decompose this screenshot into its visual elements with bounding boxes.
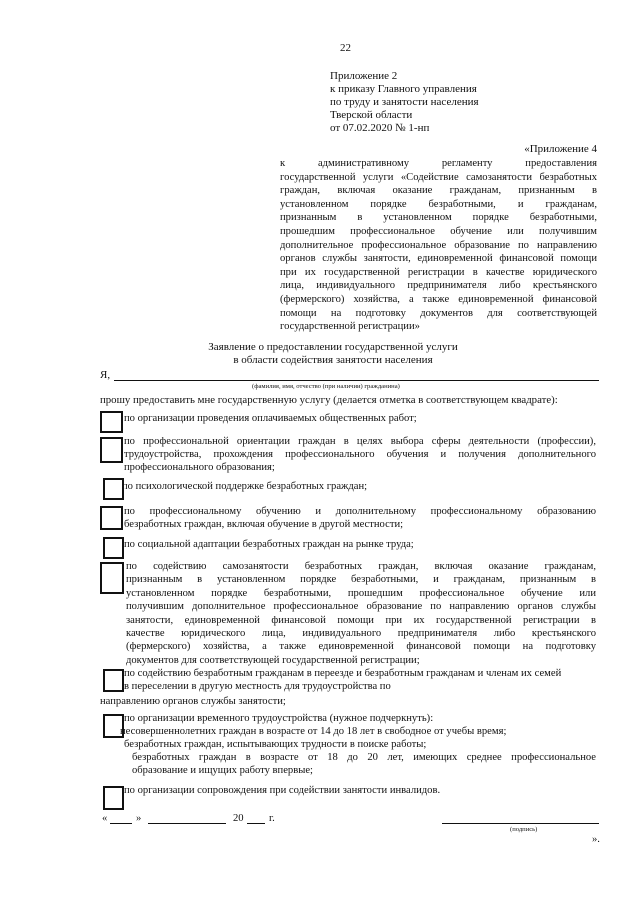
appendix-line: Тверской области	[330, 109, 413, 121]
appendix-header	[330, 70, 479, 135]
option-text-relocation	[124, 667, 596, 693]
option-line: получившим дополнительное профессиональное образование по направлению органов службы	[126, 601, 596, 613]
reglament-line: дополнительное профессиональное образование по направлению	[280, 239, 597, 251]
statement-title-line: Заявление о предоставлении государственной услуги	[208, 341, 458, 353]
option-checkbox-self-employment[interactable]	[100, 562, 124, 594]
date-close-quote: »	[136, 813, 142, 824]
reglament-line: государственной регистрации»	[280, 321, 420, 333]
applicant-name-field[interactable]	[114, 380, 599, 381]
option-text-career-guidance	[124, 435, 596, 474]
option-checkbox-career-guidance[interactable]	[100, 437, 123, 463]
date-year-prefix: 20	[233, 813, 244, 824]
statement-title	[0, 341, 640, 367]
option-line: документов для соответствующей государственной регистрации;	[126, 654, 420, 666]
option-line: по организации проведения оплачиваемых общественных работ;	[124, 413, 417, 424]
signature-field[interactable]	[442, 823, 599, 824]
option-line: по профессиональной ориентации граждан в целях выбора сферы деятельности (профессии),	[124, 436, 596, 447]
option-line: установленном порядке безработными, прошедшим профессиональное обучение или	[126, 587, 596, 599]
option-checkbox-vocational-training[interactable]	[100, 506, 123, 530]
reglament-header	[280, 157, 597, 334]
reglament-line: при их государственной регистрации в качестве юридического	[280, 266, 597, 278]
reglament-line: государственной услуги «Содействие самозанятости безработных	[280, 171, 597, 183]
option-text-self-employment	[126, 560, 596, 667]
reglament-line: лица, индивидуального предпринимателя либо крестьянского	[280, 280, 597, 292]
reglament-line: установленном порядке безработными, и гражданам,	[280, 198, 597, 210]
applicant-request: прошу предоставить мне государственную услугу (делается отметка в соответствующем квадрате):	[100, 394, 558, 406]
option-line: по социальной адаптации безработных граждан на рынке труда;	[124, 539, 414, 550]
option-line: качестве юридического лица, индивидуального предпринимателя либо крестьянского	[126, 628, 596, 640]
reglament-line: граждан, включая оказание гражданам, признанным в	[280, 185, 597, 197]
option-line: занятости, единовременной финансовой помощи при их государственной регистрации в	[126, 614, 596, 626]
applicant-prefix: Я,	[100, 369, 111, 381]
option-text-disabled-support	[124, 784, 596, 797]
option-line[interactable]: образование и ищущих работу впервые;	[132, 765, 313, 776]
option-line: по содействию самозанятости безработных граждан, включая оказание гражданам,	[126, 561, 596, 572]
option-line: в переселении в другую местность для трудоустройства по	[124, 681, 391, 692]
reglament-line: прошедшим профессиональное обучение или получившим	[280, 225, 597, 237]
date-month-field[interactable]	[148, 823, 226, 824]
option-line: по организации временного трудоустройства (нужное подчеркнуть):	[124, 713, 434, 724]
option-line: по психологической поддержке безработных граждан;	[122, 481, 368, 492]
temp-employment-difficulty[interactable]: безработных граждан, испытывающих трудности в поиске работы;	[124, 739, 427, 750]
option-line[interactable]: безработных граждан в возрасте от 18 до 20 лет, имеющих среднее профессиональное	[132, 752, 596, 763]
option-line: (фермерского) хозяйства, а также единовременной финансовой помощи на подготовку	[126, 641, 596, 653]
option-text-relocation-continued: направлению органов службы занятости;	[100, 696, 286, 707]
signature-caption: (подпись)	[510, 826, 538, 833]
option-text-temporary-employment	[124, 712, 596, 725]
option-checkbox-psych-support[interactable]	[103, 478, 124, 500]
option-line: безработных граждан, включая обучение в другой местности;	[124, 519, 404, 530]
option-text-psych-support	[122, 480, 594, 493]
option-text-vocational-training	[124, 505, 596, 531]
option-checkbox-relocation[interactable]	[103, 669, 124, 692]
option-text-public-works	[124, 412, 596, 425]
option-line: по содействию безработным гражданам в переезде и безработным гражданам и членам их семей	[124, 668, 562, 679]
temp-employment-young-graduates	[132, 751, 596, 777]
reglament-line: органов службы занятости, единовременной финансовой помощи	[280, 253, 597, 265]
date-day-field[interactable]	[110, 823, 132, 824]
option-text-social-adaptation	[124, 538, 596, 551]
date-year-suffix: г.	[269, 813, 275, 824]
reglament-line: (фермерского) хозяйства, а также единовременной финансовой	[280, 293, 597, 305]
closing-quote: ».	[592, 834, 600, 845]
option-line: профессионального образования;	[124, 462, 275, 473]
option-checkbox-disabled-support[interactable]	[103, 786, 124, 810]
appendix-line: по труду и занятости населения	[330, 96, 479, 108]
option-line: по организации сопровождения при содействии занятости инвалидов.	[124, 785, 441, 796]
option-checkbox-social-adaptation[interactable]	[103, 537, 124, 559]
option-line: по профессиональному обучению и дополнительному профессиональному образованию	[124, 506, 596, 517]
reglament-line: признанным в установленном порядке безработными,	[280, 212, 597, 224]
option-checkbox-public-works[interactable]	[100, 411, 123, 433]
reglament-line: к административному регламенту предоставления	[280, 158, 597, 169]
appendix-line: от 07.02.2020 № 1-нп	[330, 122, 430, 134]
page-number: 22	[340, 42, 351, 54]
option-line: признанным в установленном порядке безработными, и гражданам, признанным в	[126, 574, 596, 586]
reglament-line: помощи на подготовку документов для соответствующей	[280, 307, 597, 319]
statement-title-line: в области содействия занятости населения	[233, 354, 433, 366]
appendix-line: Приложение 2	[330, 70, 398, 82]
appendix-line: к приказу Главного управления	[330, 83, 477, 95]
option-line: трудоустройства, прохождения профессионального обучения и получения дополнительного	[124, 449, 596, 460]
reglament-title: «Приложение 4	[524, 143, 597, 155]
applicant-caption: (фамилия, имя, отчество (при наличии) гражданина)	[252, 383, 400, 390]
temp-employment-minors[interactable]: несовершеннолетних граждан в возрасте от 14 до 18 лет в свободное от учебы время;	[120, 726, 507, 737]
date-year-field[interactable]	[247, 823, 265, 824]
date-open-quote: «	[102, 813, 108, 824]
